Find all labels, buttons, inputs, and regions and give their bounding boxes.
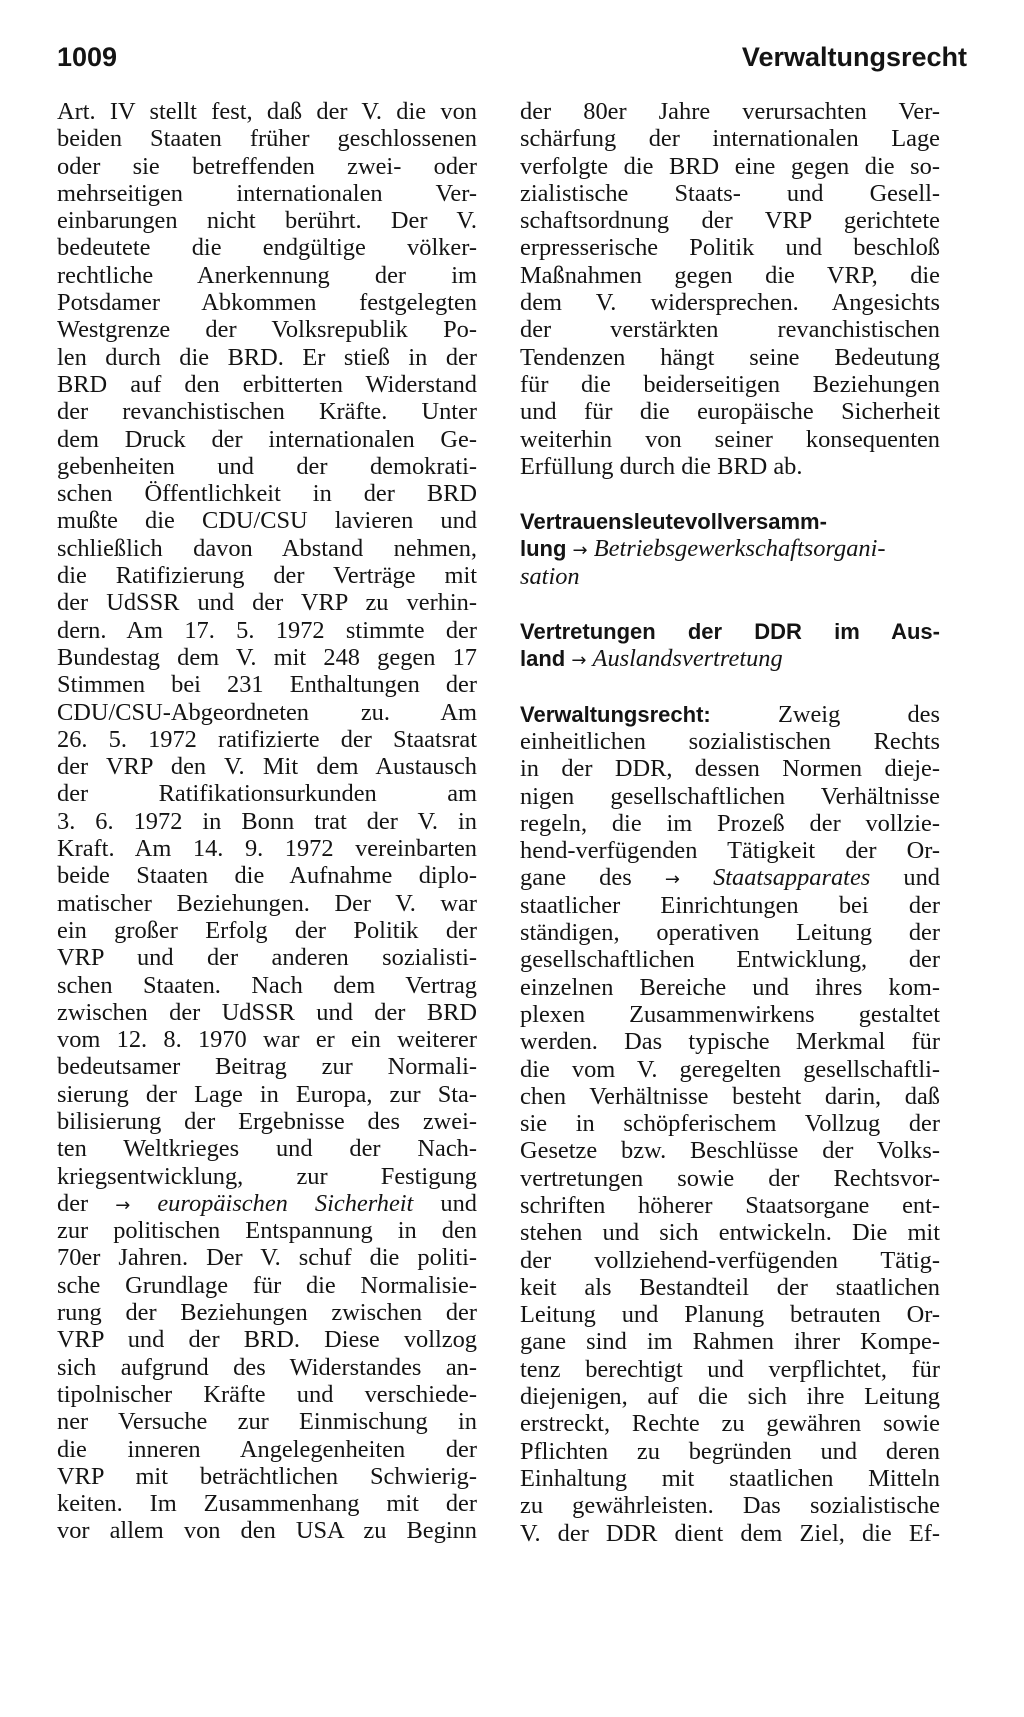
page-number: 1009 bbox=[57, 42, 118, 72]
text-line: bedeutete die endgültige völker- bbox=[57, 234, 477, 262]
text-line: mehrseitigen internationalen Ver- bbox=[57, 179, 477, 207]
text-line: bilisierung der Ergebnisse des zwei- bbox=[57, 1107, 477, 1135]
text-line: vor allem von den USA zu Beginn bbox=[57, 1517, 477, 1545]
text-line: V. der DDR dient dem Ziel, die Ef- bbox=[520, 1519, 940, 1547]
text-line: zialistische Staats- und Gesell- bbox=[520, 179, 940, 207]
text-line: hend-verfügenden Tätigkeit der Or- bbox=[520, 837, 940, 865]
text-line: einzelnen Bereiche und ihres kom- bbox=[520, 973, 940, 1001]
headword: Vertretungen der DDR im Aus- bbox=[520, 619, 940, 645]
text-line: Bundestag dem V. mit 248 gegen 17 bbox=[57, 643, 477, 671]
text-line: sche Grundlage für die Normalisie- bbox=[57, 1271, 477, 1299]
text-line: oder sie betreffenden zwei- oder bbox=[57, 152, 477, 180]
text-line: für die beiderseitigen Beziehungen bbox=[520, 370, 940, 398]
text-line: verfolgte die BRD eine gegen die so- bbox=[520, 152, 940, 180]
text-line: keiten. Im Zusammenhang mit der bbox=[57, 1490, 477, 1518]
text-line: Westgrenze der Volksrepublik Po- bbox=[57, 316, 477, 344]
text-line: schaftsordnung der VRP gerichtete bbox=[520, 207, 940, 235]
text-line: chen Verhältnisse besteht darin, daß bbox=[520, 1082, 940, 1110]
text-line: der VRP den V. Mit dem Austausch bbox=[57, 753, 477, 781]
text-line: bedeutsamer Beitrag zur Normali- bbox=[57, 1053, 477, 1081]
text-line: Stimmen bei 231 Enthaltungen der bbox=[57, 671, 477, 699]
text-line: ständigen, operativen Leitung der bbox=[520, 919, 940, 947]
text-line: einbarungen nicht berührt. Der V. bbox=[57, 207, 477, 235]
cross-reference-arrow-icon: → bbox=[571, 650, 587, 672]
text-line: dern. Am 17. 5. 1972 stimmte der bbox=[57, 616, 477, 644]
text-line: gane sind im Rahmen ihrer Kompe- bbox=[520, 1328, 940, 1356]
text-line: werden. Das typische Merkmal für bbox=[520, 1028, 940, 1056]
text-line: tipolnischer Kräfte und verschiede- bbox=[57, 1380, 477, 1408]
text-line: schen Staaten. Nach dem Vertrag bbox=[57, 971, 477, 999]
text-line: der UdSSR und der VRP zu verhin- bbox=[57, 589, 477, 617]
cross-reference-staatsapparates[interactable]: Staatsapparates bbox=[713, 864, 871, 892]
cross-reference-europaeische-sicherheit[interactable]: europäischen Sicherheit bbox=[157, 1189, 414, 1217]
text-line: nigen gesellschaftlichen Verhältnisse bbox=[520, 782, 940, 810]
text-line: BRD auf den erbitterten Widerstand bbox=[57, 370, 477, 398]
text-line: der 80er Jahre verursachten Ver- bbox=[520, 98, 940, 125]
text-line: zur politischen Entspannung in den bbox=[57, 1217, 477, 1245]
text-line: rechtliche Anerkennung der im bbox=[57, 261, 477, 289]
right-column bbox=[520, 98, 940, 1547]
text-line: schließlich davon Abstand nehmen, bbox=[57, 534, 477, 562]
text-line: Erfüllung durch die BRD ab. bbox=[520, 452, 803, 480]
text-line: ner Versuche zur Einmischung in bbox=[57, 1408, 477, 1436]
text-line: der revanchistischen Kräfte. Unter bbox=[57, 398, 477, 426]
text-line: regeln, die im Prozeß der vollzie- bbox=[520, 809, 940, 837]
text-line: beiden Staaten früher geschlossenen bbox=[57, 125, 477, 153]
text-line: Potsdamer Abkommen festgelegten bbox=[57, 289, 477, 317]
text-line: gesellschaftlichen Entwicklung, der bbox=[520, 946, 940, 974]
text-line: die vom V. geregelten gesellschaftli- bbox=[520, 1055, 940, 1083]
cross-reference-betriebsgewerkschaftsorganisation[interactable]: Betriebsgewerkschaftsorgani- bbox=[593, 535, 886, 563]
text-line: sich aufgrund des Widerstandes an- bbox=[57, 1353, 477, 1381]
text-line-staatsapparates: gane des → Staatsapparates und bbox=[520, 864, 940, 892]
text-line: vom 12. 8. 1970 war er ein weiterer bbox=[57, 1026, 477, 1054]
text-line: schen Öffentlichkeit in der BRD bbox=[57, 480, 477, 508]
text-line: kriegsentwicklung, zur Festigung bbox=[57, 1162, 477, 1190]
text-line: zwischen der UdSSR und der BRD bbox=[57, 998, 477, 1026]
text-line: der Ratifikationsurkunden am bbox=[57, 780, 477, 808]
text-line: mußte die CDU/CSU lavieren und bbox=[57, 507, 477, 535]
headword-cont: lung bbox=[520, 536, 567, 562]
text-line: 70er Jahren. Der V. schuf die politi- bbox=[57, 1244, 477, 1272]
text-line: keit als Bestandteil der staatlichen bbox=[520, 1273, 940, 1301]
text-line: ten Weltkrieges und der Nach- bbox=[57, 1135, 477, 1163]
text-line: erpresserische Politik und beschloß bbox=[520, 234, 940, 262]
entry-vertrauensleutevollversammlung bbox=[520, 508, 940, 590]
text-line: Tendenzen hängt seine Bedeutung bbox=[520, 343, 940, 371]
text-line: dem V. widersprechen. Angesichts bbox=[520, 289, 940, 317]
text-line: die Ratifizierung der Verträge mit bbox=[57, 562, 477, 590]
text-line: der vollziehend-verfügenden Tätig- bbox=[520, 1246, 940, 1274]
text-line: gebenheiten und der demokrati- bbox=[57, 452, 477, 480]
text-line: ein großer Erfolg der Politik der bbox=[57, 916, 477, 944]
text-line: sie in schöpferischem Vollzug der bbox=[520, 1110, 940, 1138]
text-line: stehen und sich entwickeln. Die mit bbox=[520, 1219, 940, 1247]
text-line: rung der Beziehungen zwischen der bbox=[57, 1299, 477, 1327]
text-line: Pflichten zu begründen und deren bbox=[520, 1437, 940, 1465]
text-line: einheitlichen sozialistischen Rechts bbox=[520, 727, 940, 755]
text-line: sierung der Lage in Europa, zur Sta- bbox=[57, 1080, 477, 1108]
headword-cont: land bbox=[520, 646, 566, 672]
text-line: Gesetze bzw. Beschlüsse der Volks- bbox=[520, 1137, 940, 1165]
cross-reference-auslandsvertretung[interactable]: Auslandsvertretung bbox=[592, 645, 783, 673]
text-line: in der DDR, dessen Normen dieje- bbox=[520, 755, 940, 783]
text-line: diejenigen, auf die sich ihre Leitung bbox=[520, 1383, 940, 1411]
left-column bbox=[57, 98, 477, 1545]
text-line: erstreckt, Rechte zu gewähren sowie bbox=[520, 1410, 940, 1438]
text-line: matischer Beziehungen. Der V. war bbox=[57, 889, 477, 917]
text-line: CDU/CSU-Abgeordneten zu. Am bbox=[57, 698, 477, 726]
text-line: Maßnahmen gegen die VRP, die bbox=[520, 261, 940, 289]
cross-reference-arrow-icon: → bbox=[115, 1194, 131, 1216]
text-line: staatlicher Einrichtungen bei der bbox=[520, 891, 940, 919]
text-line: VRP und der anderen sozialisti- bbox=[57, 944, 477, 972]
cross-reference-arrow-icon: → bbox=[572, 540, 588, 562]
text-line: die inneren Angelegenheiten der bbox=[57, 1435, 477, 1463]
text-line: Leitung und Planung betrauten Or- bbox=[520, 1301, 940, 1329]
text-line: Art. IV stellt fest, daß der V. die von bbox=[57, 98, 477, 125]
text-line: Kraft. Am 14. 9. 1972 vereinbarten bbox=[57, 835, 477, 863]
text-line: dem Druck der internationalen Ge- bbox=[57, 425, 477, 453]
entry-verwaltungsrecht: Verwaltungsrecht: Zweig des einheitlichen sozialistischen Rechts in der DDR, dessen Normen dieje- nigen gesellschaftlichen Verhältnisse regeln, die im Prozeß der vollzie- hend-verfügenden Tätigkeit der Or- gane des → Staatsapparates und staatlicher Einrichtungen bei der ständigen, operativen Leitung der gesellschaftlichen Entwicklung, der einzelnen Bereiche und ihres kom- plexen Zusammenwirkens gestaltet werden. Das typische Merkmal für die vom V. geregelten gesellschaftli- chen Verhältnisse besteht darin, daß sie in schöpferischem Vollzug der Gesetze bzw. Beschlüsse der Volks- vertretungen sowie der Rechtsvor- schriften höherer Staatsorgane ent- stehen und sich entwickeln. Die mit der vollziehend-verfügenden Tätig- keit als Bestandteil der staatlichen Leitung und Planung betrauten Or- gane sind im Rahmen ihrer Kompe- tenz berechtigt und verpflichtet, für diejenigen, auf die sich ihre Leitung erstreckt, Rechte zu gewähren sowie Pflichten zu begründen und deren Einhaltung mit staatlichen Mitteln zu gewährleisten. Das sozialistische V. der DDR dient dem Ziel, die Ef- bbox=[520, 700, 940, 1547]
cross-reference-arrow-icon: → bbox=[664, 869, 680, 891]
text-line: VRP und der BRD. Diese vollzog bbox=[57, 1326, 477, 1354]
text-line: weiterhin von seiner konsequenten bbox=[520, 425, 940, 453]
page-header bbox=[57, 42, 967, 82]
cross-reference-cont[interactable]: sation bbox=[520, 562, 580, 590]
text-line-europa: der → europäischen Sicherheit und bbox=[57, 1189, 477, 1217]
text-line: 26. 5. 1972 ratifizierte der Staatsrat bbox=[57, 725, 477, 753]
text-line: vertretungen sowie der Rechtsvor- bbox=[520, 1164, 940, 1192]
entry-vertretungen-der-ddr bbox=[520, 618, 940, 673]
running-title: Verwaltungsrecht bbox=[741, 42, 967, 72]
text-line: 3. 6. 1972 in Bonn trat der V. in bbox=[57, 807, 477, 835]
text-line: schärfung der internationalen Lage bbox=[520, 125, 940, 153]
text-line: tenz berechtigt und verpflichtet, für bbox=[520, 1355, 940, 1383]
text-line: beide Staaten die Aufnahme diplo- bbox=[57, 862, 477, 890]
text-line: len durch die BRD. Er stieß in der bbox=[57, 343, 477, 371]
text-line: und für die europäische Sicherheit bbox=[520, 398, 940, 426]
text-line: schriften höherer Staatsorgane ent- bbox=[520, 1191, 940, 1219]
headword: Verwaltungsrecht: bbox=[520, 701, 711, 727]
text-line: plexen Zusammenwirkens gestaltet bbox=[520, 1000, 940, 1028]
text-line: VRP mit beträchtlichen Schwierig- bbox=[57, 1462, 477, 1490]
text-line: Einhaltung mit staatlichen Mitteln bbox=[520, 1464, 940, 1492]
text-line: zu gewährleisten. Das sozialistische bbox=[520, 1492, 940, 1520]
headword: Vertrauensleutevollversamm- bbox=[520, 509, 827, 535]
text-line: der verstärkten revanchistischen bbox=[520, 316, 940, 344]
